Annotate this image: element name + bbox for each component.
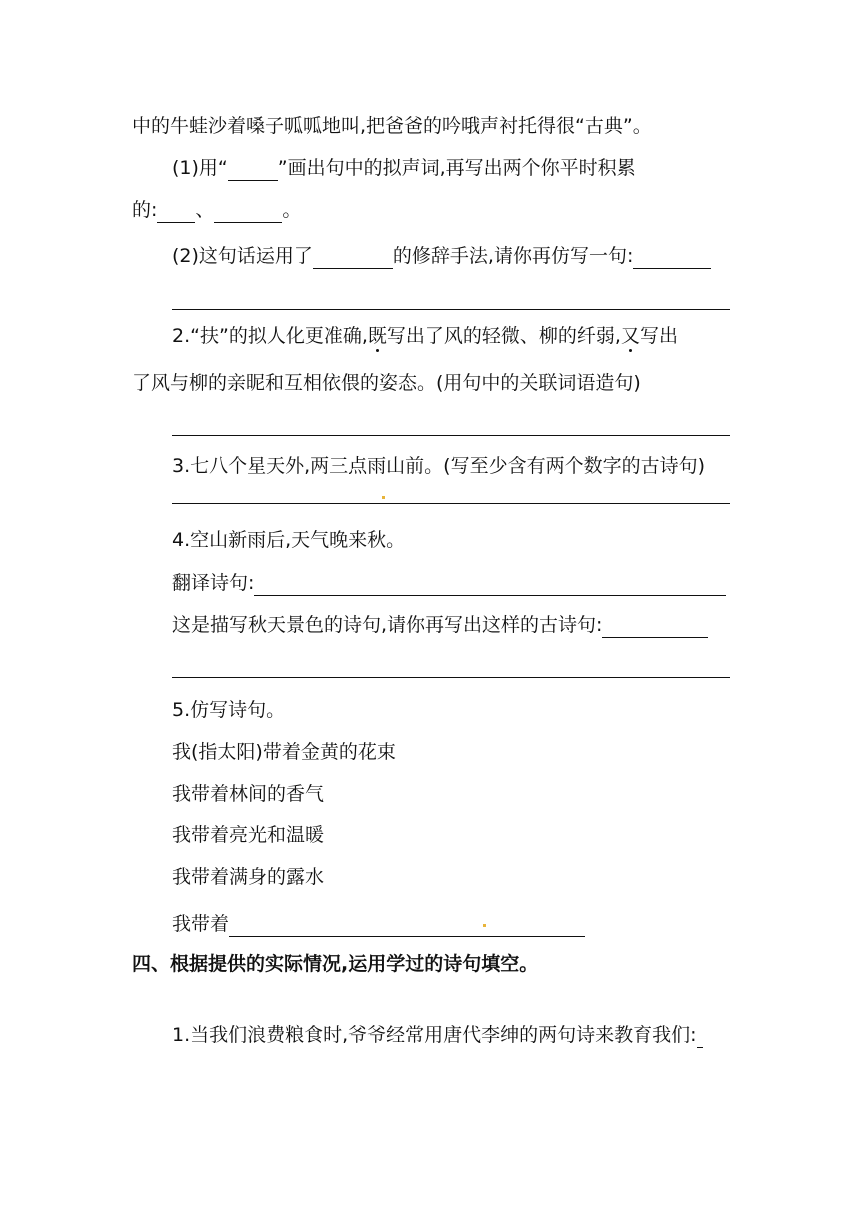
answer-line[interactable] <box>172 435 730 436</box>
poem-line-5 <box>172 911 585 937</box>
imitation-blank[interactable] <box>633 248 711 269</box>
scan-speck <box>382 496 385 499</box>
poem-line-2 <box>172 781 324 807</box>
question-1-line <box>172 155 636 181</box>
item-3-text: 3.七八个星天外,两三点雨山前。(写至少含有两个数字的古诗句) <box>172 455 705 477</box>
separator: 、 <box>195 199 215 221</box>
item-5-line <box>172 697 285 723</box>
section-4-heading <box>132 951 538 977</box>
item-2-line-1 <box>172 323 678 349</box>
answer-line[interactable] <box>172 309 730 310</box>
item-4-text: 4.空山新雨后,天气晚来秋。 <box>172 529 406 551</box>
section-4-item-1-text: 1.当我们浪费粮食时,爷爷经常用唐代李绅的两句诗来教育我们: <box>172 1024 697 1046</box>
onomatopoeia-blank-1[interactable] <box>157 202 195 223</box>
translate-blank[interactable] <box>254 575 726 596</box>
poem-text-3: 我带着亮光和温暖 <box>172 824 325 846</box>
translate-line <box>172 570 726 596</box>
answer-line[interactable] <box>172 503 730 504</box>
poem-text-1: 我(指太阳)带着金黄的花束 <box>172 741 396 763</box>
item-4-line <box>172 527 405 553</box>
question-2-text-b: 的修辞手法,请你再仿写一句: <box>392 245 634 267</box>
item-5-text: 5.仿写诗句。 <box>172 699 286 721</box>
answer-line[interactable] <box>172 677 730 678</box>
underline-marker-blank[interactable] <box>228 160 278 181</box>
emphasis-you: 又 <box>620 325 640 347</box>
item-3-line <box>172 453 705 479</box>
poem-line-4 <box>172 864 324 890</box>
rhetoric-blank[interactable] <box>313 248 393 269</box>
period: 。 <box>282 199 302 221</box>
poem-text-2: 我带着林间的香气 <box>172 783 325 805</box>
scan-speck <box>483 924 486 927</box>
section-4-item-1 <box>172 1022 703 1048</box>
item-2-text-c: 写出 <box>639 325 678 347</box>
question-2-text-a: (2)这句话运用了 <box>172 245 313 267</box>
question-1-answer-line <box>132 197 301 223</box>
poem-line-1 <box>172 739 396 765</box>
autumn-poem-line <box>172 612 708 638</box>
poem-line-3 <box>172 822 324 848</box>
emphasis-ji: 既 <box>367 325 387 347</box>
item-2-text-d: 了风与柳的亲昵和互相依偎的姿态。(用句中的关联词语造句) <box>132 372 641 394</box>
question-1-text-a: (1)用“ <box>172 157 228 179</box>
section-4-title: 四、根据提供的实际情况,运用学过的诗句填空。 <box>132 953 539 975</box>
item-2-text-b: 写出了风的轻微、柳的纤弱, <box>386 325 621 347</box>
translate-label: 翻译诗句: <box>172 572 255 594</box>
onomatopoeia-blank-2[interactable] <box>214 202 282 223</box>
item-2-text-a: 2.“扶”的拟人化更准确, <box>172 325 368 347</box>
poem-text-4: 我带着满身的露水 <box>172 866 325 888</box>
autumn-poem-blank[interactable] <box>602 617 708 638</box>
poem-text-5: 我带着 <box>172 913 230 935</box>
question-2-line <box>172 243 711 269</box>
question-1-text-b: ”画出句中的拟声词,再写出两个你平时积累 <box>277 157 636 179</box>
passage-end-line <box>132 113 652 139</box>
autumn-poem-prompt: 这是描写秋天景色的诗句,请你再写出这样的古诗句: <box>172 614 603 636</box>
poem-imitation-blank[interactable] <box>229 916 585 937</box>
item-2-line-2 <box>132 370 641 396</box>
passage-text: 中的牛蛙沙着嗓子呱呱地叫,把爸爸的吟哦声衬托得很“古典”。 <box>132 115 652 137</box>
question-1-text-c: 的: <box>132 199 158 221</box>
poem-quote-blank[interactable] <box>697 1027 703 1048</box>
